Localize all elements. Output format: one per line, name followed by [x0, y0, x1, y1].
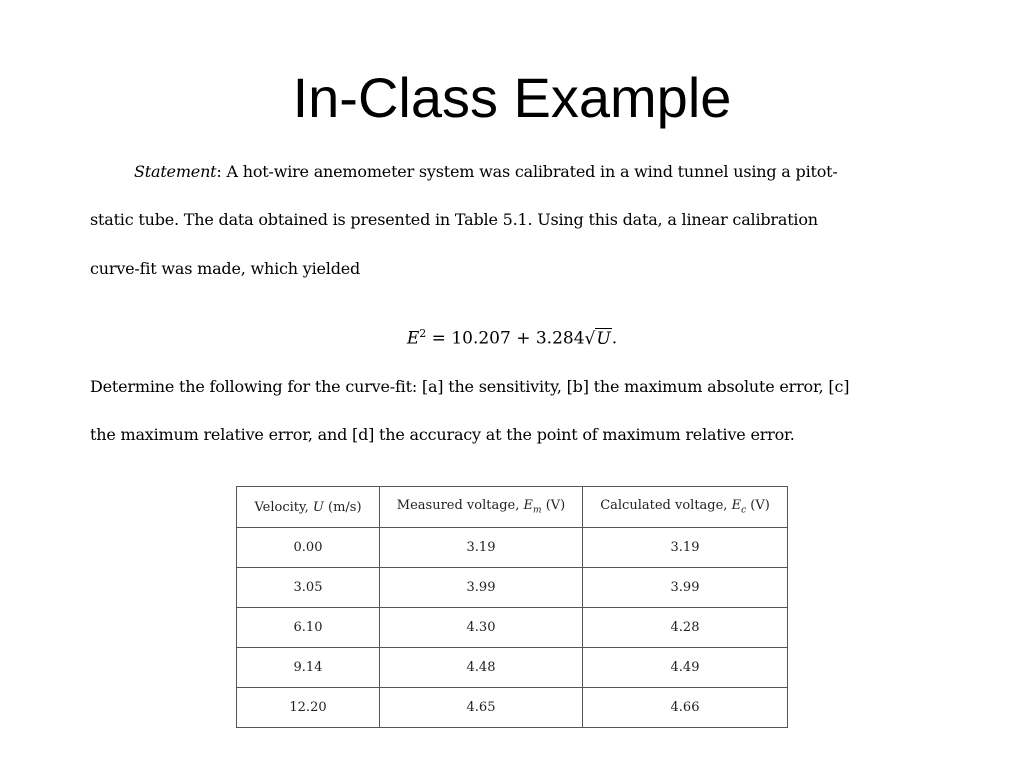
header-velocity: [237, 487, 380, 528]
table-row: [237, 568, 788, 608]
header-velocity-pre: Velocity,: [254, 499, 313, 515]
header-calculated-var: E: [731, 498, 742, 514]
cell-measured: 4.65: [380, 688, 583, 728]
question-line-2: the maximum relative error, and [d] the accuracy at the point of maximum relative error.: [90, 425, 795, 444]
equation-middle: = 10.207 + 3.284: [426, 328, 585, 349]
table-row: [237, 608, 788, 648]
statement-line-1-text: : A hot-wire anemometer system was calibrated in a wind tunnel using a pitot-: [216, 162, 838, 181]
cell-measured: 3.99: [380, 568, 583, 608]
statement-line-2: static tube. The data obtained is presented in Table 5.1. Using this data, a linear calibration: [90, 210, 818, 229]
table-header-row: [237, 487, 788, 528]
table-row: [237, 688, 788, 728]
table-row: [237, 528, 788, 568]
header-measured-voltage: [380, 487, 583, 528]
cell-calculated: 3.19: [583, 528, 788, 568]
header-measured-post: (V): [541, 498, 566, 514]
header-calculated-post: (V): [746, 498, 770, 514]
calibration-data-table: [236, 486, 788, 728]
question-line-1: Determine the following for the curve-fit: [a] the sensitivity, [b] the maximum absolute error, [c]: [90, 377, 850, 396]
sqrt-sign: √: [584, 328, 596, 349]
cell-velocity: 3.05: [237, 568, 380, 608]
header-measured-pre: Measured voltage,: [396, 498, 524, 514]
header-velocity-var: U: [312, 499, 324, 515]
table-row: [237, 648, 788, 688]
statement-label: Statement: [134, 162, 217, 181]
sqrt-radicand: U: [596, 328, 611, 349]
slide-title: In-Class Example: [292, 66, 732, 129]
statement-line-3: curve-fit was made, which yielded: [90, 259, 361, 278]
header-calculated-voltage: [583, 487, 788, 528]
cell-velocity: 9.14: [237, 648, 380, 688]
equation-lhs-exponent: 2: [419, 327, 427, 340]
cell-calculated: 3.99: [583, 568, 788, 608]
calibration-equation: [0, 322, 1024, 351]
cell-velocity: 0.00: [237, 528, 380, 568]
header-measured-var: E: [523, 498, 534, 514]
cell-measured: 3.19: [380, 528, 583, 568]
cell-velocity: 12.20: [237, 688, 380, 728]
cell-measured: 4.30: [380, 608, 583, 648]
sqrt-expression: [585, 327, 612, 351]
cell-measured: 4.48: [380, 648, 583, 688]
header-calculated-pre: Calculated voltage,: [600, 498, 732, 514]
cell-calculated: 4.66: [583, 688, 788, 728]
statement-line-1: [134, 160, 838, 184]
equation-end: .: [611, 328, 618, 349]
cell-velocity: 6.10: [237, 608, 380, 648]
header-measured-sub: m: [533, 505, 542, 516]
equation-lhs-var: E: [406, 328, 420, 349]
header-calculated-sub: c: [741, 505, 747, 516]
header-velocity-post: (m/s): [323, 499, 362, 515]
cell-calculated: 4.49: [583, 648, 788, 688]
cell-calculated: 4.28: [583, 608, 788, 648]
